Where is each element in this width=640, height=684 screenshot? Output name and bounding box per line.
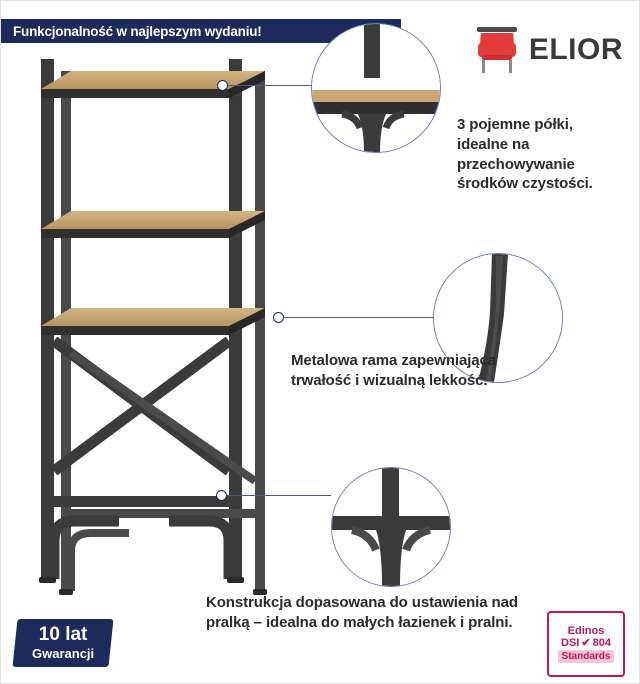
callout-leader-frame [284,317,434,318]
warranty-label: Gwarancji [31,646,95,662]
zoom-shelf-joint [311,23,441,153]
certificate-code: DSI [561,636,580,649]
callout-dot-construction [216,490,227,501]
check-icon: ✔ [581,636,591,649]
callout-text-frame: Metalowa rama zapewniająca trwałość i wizualną lekkość. [291,352,496,389]
armchair-icon [473,25,521,75]
callout-leader-construction [227,495,331,496]
brand-logo [473,25,623,75]
certificate-number: 804 [592,636,611,649]
callout-dot-shelves [217,80,228,91]
certificate-name: Edinos [567,624,605,637]
product-image [19,41,309,601]
brand-name: ELIOR [528,33,623,66]
zoom-bottom-joint [331,467,451,587]
warranty-badge [12,619,113,667]
page-title: Funkcjonalność w najlepszym wydaniu! [13,23,262,39]
callout-text-construction: Konstrukcja dopasowana do ustawienia nad pralką – idealna do małych łazienek i pralni. [206,594,518,632]
callout-text-shelves: 3 pojemne półki, idealne na przechowywanie środków czystości. [457,116,593,193]
callout-leader-shelves [228,85,314,86]
warranty-years: 10 lat [38,624,88,646]
certificate-standards: Standards [558,650,615,663]
certificate-code-row [561,638,611,649]
callout-dot-frame [273,312,284,323]
certificate-badge [547,611,625,677]
